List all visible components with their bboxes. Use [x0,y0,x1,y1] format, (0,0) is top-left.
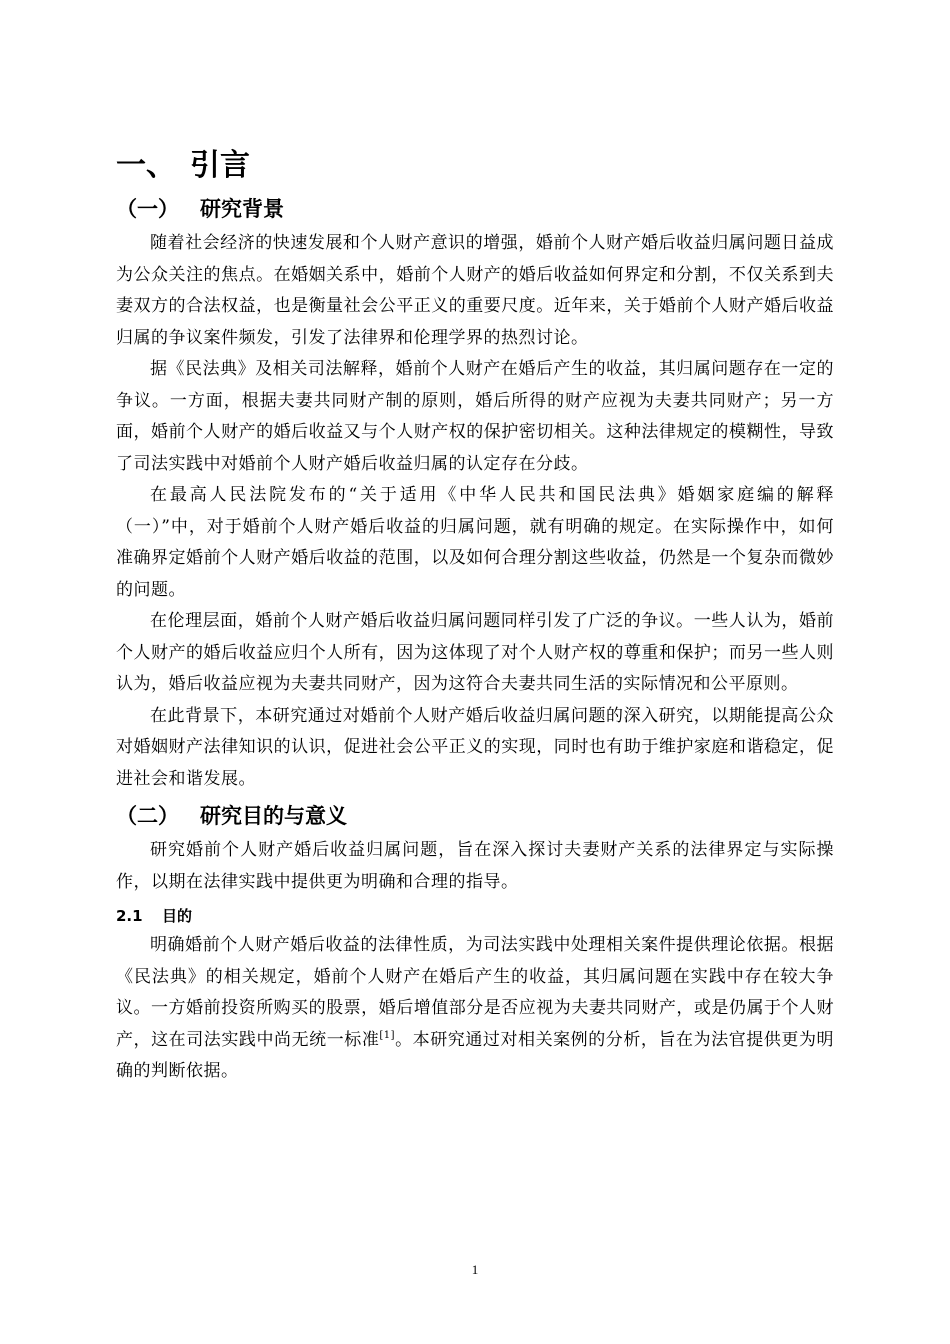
subsection-heading [116,902,834,930]
citation-marker[interactable]: [1] [379,1029,396,1041]
subsection-title: 目的 [162,907,193,925]
chapter-number: 一、 [116,148,176,183]
page-content [116,146,834,1088]
paragraph: 研究婚前个人财产婚后收益归属问题，旨在深入探讨夫妻财产关系的法律界定与实际操作，以期在法律实践中提供更为明确和合理的指导。 [116,840,834,892]
paragraph: 随着社会经济的快速发展和个人财产意识的增强，婚前个人财产婚后收益归属问题日益成为公众关注的焦点。在婚姻关系中，婚前个人财产的婚后收益如何界定和分割，不仅关系到夫妻双方的合法权益，也是衡量社会公平正义的重要尺度。近年来，关于婚前个人财产婚后收益归属的争议案件频发，引发了法律界和伦理学界的热烈讨论。 [116,233,834,348]
paragraph: 在伦理层面，婚前个人财产婚后收益归属问题同样引发了广泛的争议。一些人认为，婚前个人财产的婚后收益应归个人所有，因为这体现了对个人财产权的尊重和保护；而另一些人则认为，婚后收益应视为夫妻共同财产，因为这符合夫妻共同生活的实际情况和公平原则。 [116,611,834,694]
chapter-title: 引言 [190,148,250,183]
paragraph: 据《民法典》及相关司法解释，婚前个人财产在婚后产生的收益，其归属问题存在一定的争议。一方面，根据夫妻共同财产制的原则，婚后所得的财产应视为夫妻共同财产；另一方面，婚前个人财产的婚后收益又与个人财产权的保护密切相关。这种法律规定的模糊性，导致了司法实践中对婚前个人财产婚后收益归属的认定存在分歧。 [116,359,834,474]
section-heading-background [116,192,834,226]
section-heading-purpose [116,799,834,833]
paragraph-text: 。本研究通过对相关案例的分析，旨在为法官提供更为明确的判断依据。 [116,1029,835,1081]
subsection-number: 2.1 [116,907,143,925]
paragraph: 在最高人民法院发布的“关于适用《中华人民共和国民法典》婚姻家庭编的解释（一）”中，对于婚前个人财产婚后收益的归属问题，就有明确的规定。在实际操作中，如何准确界定婚前个人财产婚后收益的范围，以及如何合理分割这些收益，仍然是一个复杂而微妙的问题。 [116,485,834,600]
paragraph-text: 明确婚前个人财产婚后收益的法律性质，为司法实践中处理相关案件提供理论依据。根据《民法典》的相关规定，婚前个人财产在婚后产生的收益，其归属问题在实践中存在较大争议。一方婚前投资所购买的股票，婚后增值部分是否应视为夫妻共同财产，或是仍属于个人财产，这在司法实践中尚无统一标准 [116,935,834,1050]
chapter-heading [116,146,834,186]
section-number: （一） [116,197,179,221]
section-number: （二） [116,804,179,828]
page-number: 1 [471,1262,479,1277]
section-title: 研究背景 [200,197,284,221]
paragraph-with-citation [116,930,834,1088]
section-title: 研究目的与意义 [200,804,347,828]
paragraph: 在此背景下，本研究通过对婚前个人财产婚后收益归属问题的深入研究，以期能提高公众对婚姻财产法律知识的认识，促进社会公平正义的实现，同时也有助于维护家庭和谐稳定，促进社会和谐发展。 [116,705,834,789]
